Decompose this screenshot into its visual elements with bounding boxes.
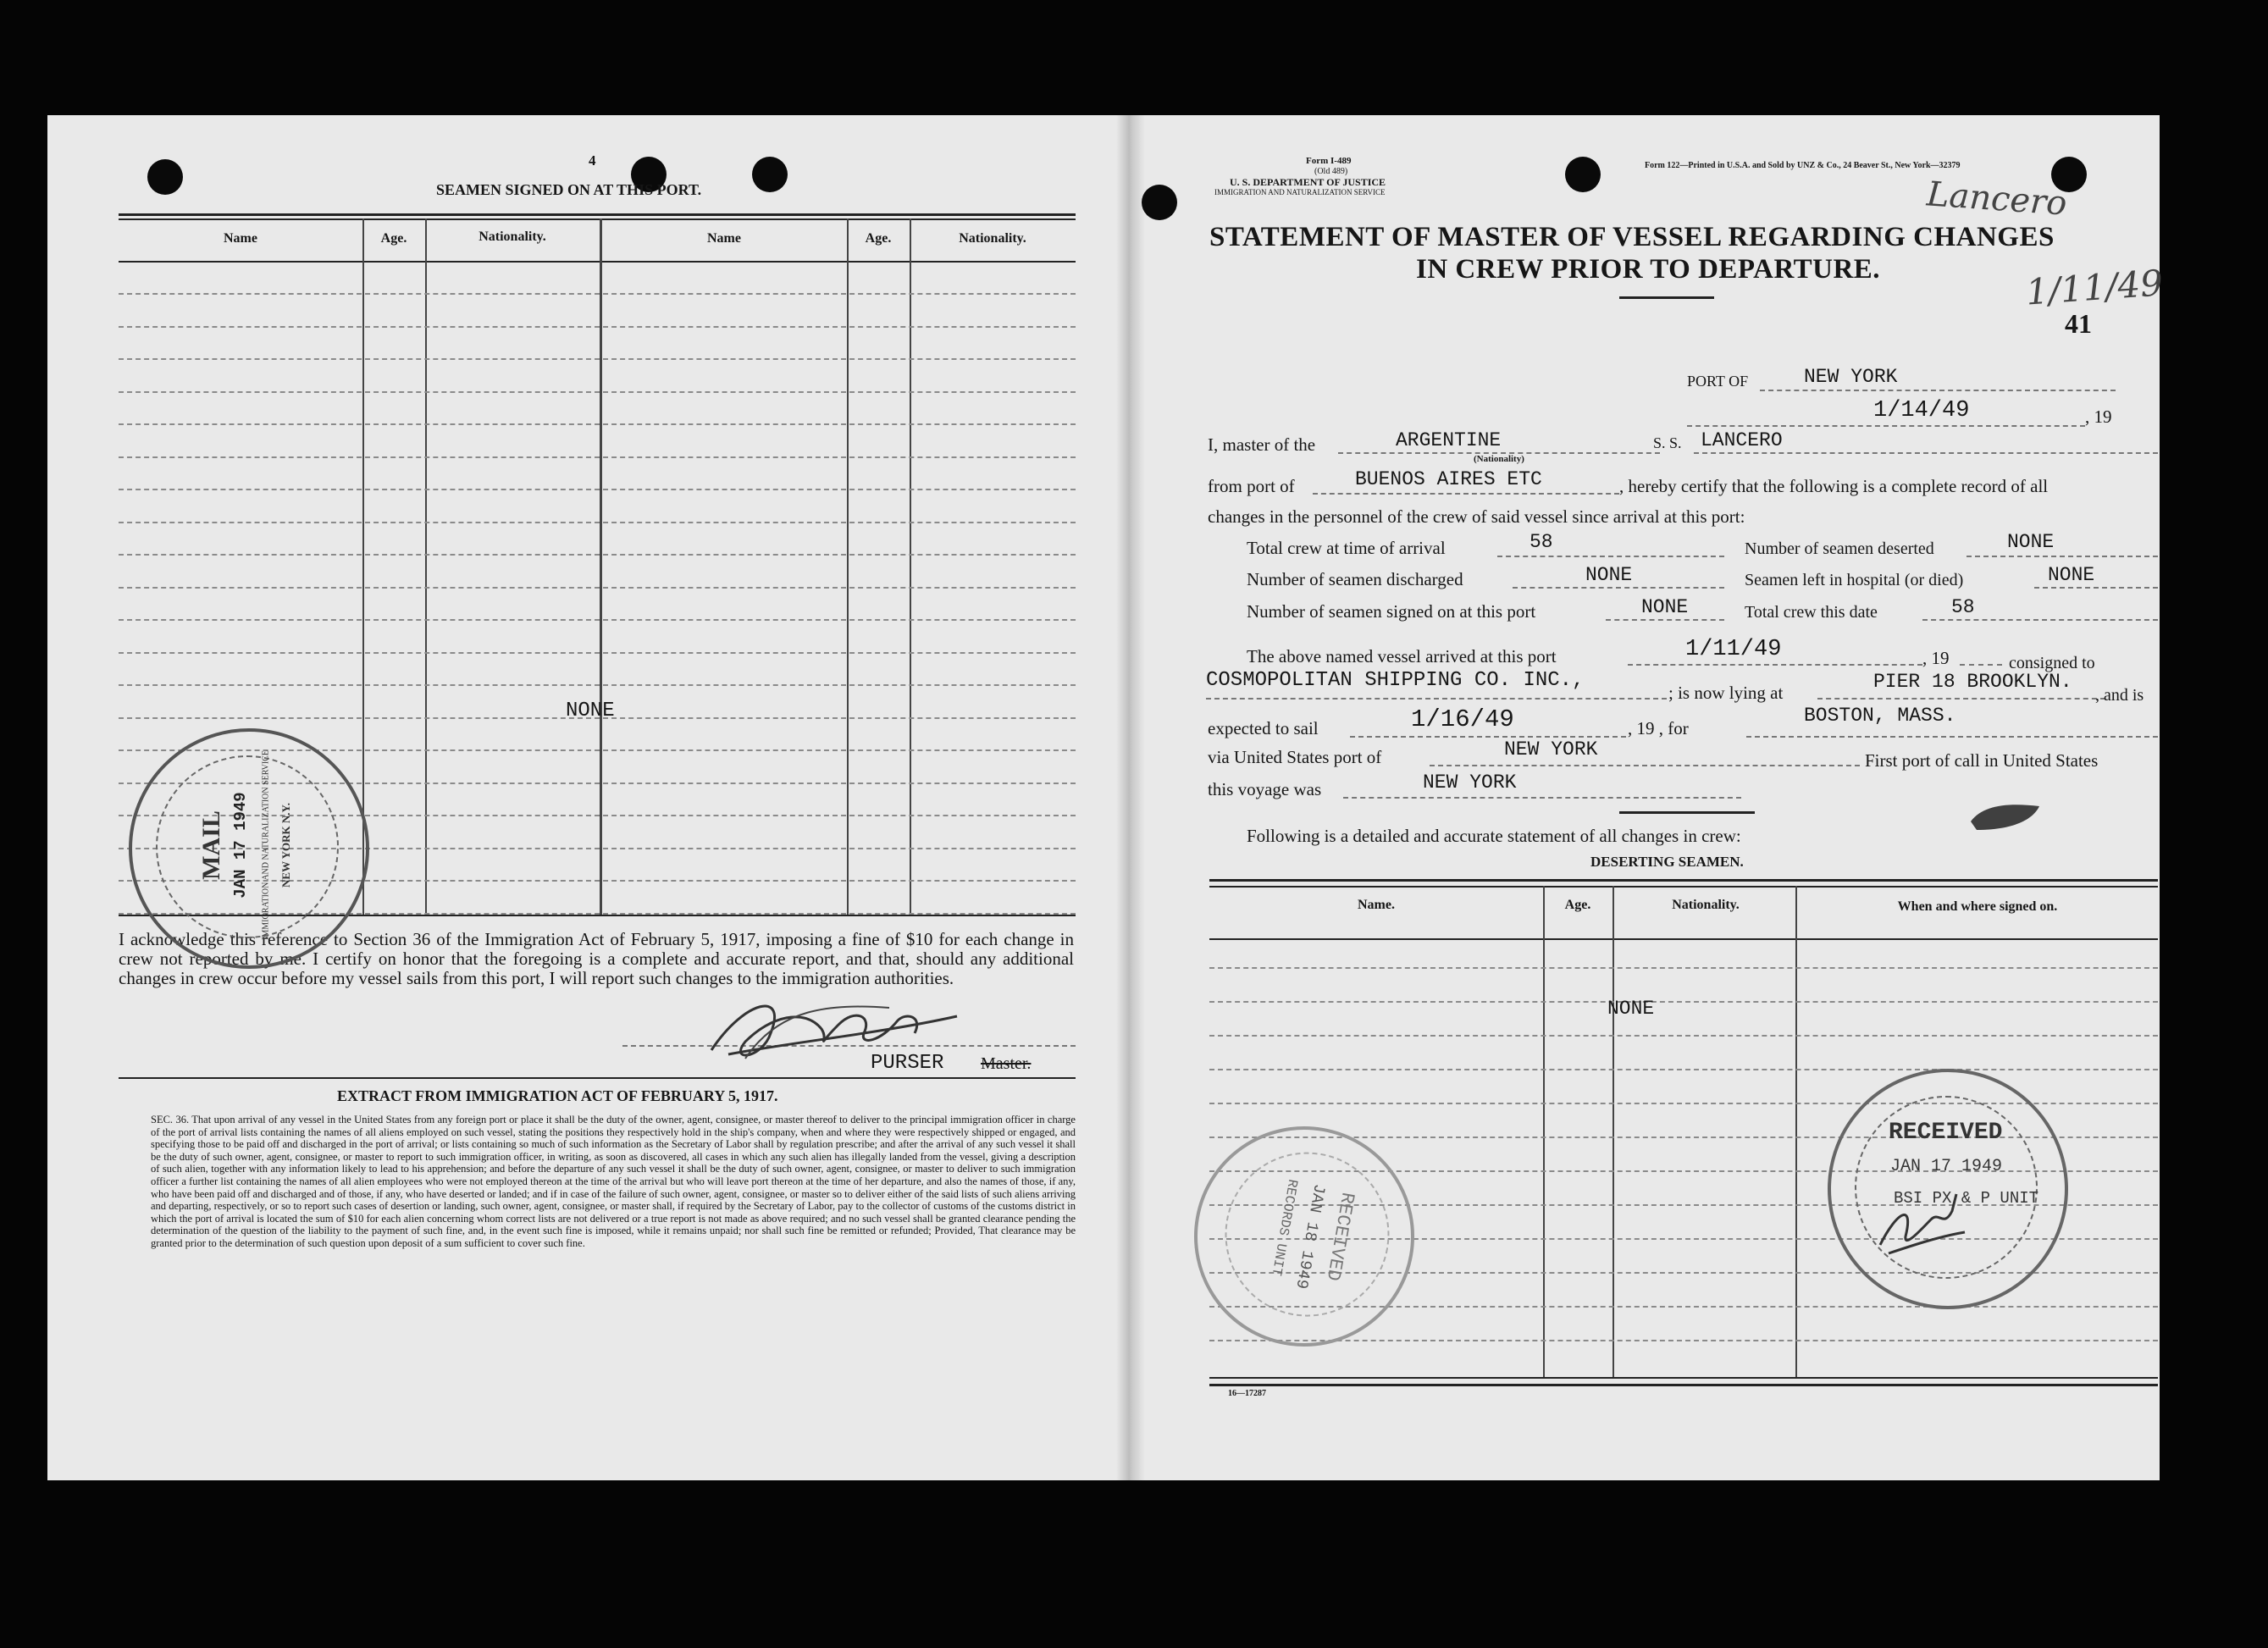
field-line (1343, 797, 1741, 799)
for-value: BOSTON, MASS. (1804, 705, 1956, 727)
table-header-rule (119, 261, 1076, 263)
stamp-line: RECEIVED (1889, 1120, 2003, 1146)
page-fold (1116, 115, 1145, 1480)
sheet-number: 41 (2065, 308, 2092, 339)
column-header-nationality: Nationality. (478, 230, 546, 244)
form-footer: 16—17287 (1228, 1389, 1266, 1398)
table-top-rule (1209, 886, 2158, 888)
table-header-rule (1209, 938, 2158, 940)
column-divider (1795, 886, 1797, 1379)
consignee-value: COSMOPOLITAN SHIPPING CO. INC., (1206, 669, 1585, 692)
column-header-age: Age. (1564, 898, 1591, 912)
field-line (1206, 698, 1667, 700)
total-crew-date-label: Total crew this date (1745, 603, 1878, 622)
table-row-line (119, 587, 1076, 589)
section-title: SEAMEN SIGNED ON AT THIS PORT. (436, 181, 702, 198)
voyage-value: NEW YORK (1423, 771, 1517, 794)
punch-hole (1142, 185, 1177, 220)
section-rule (1619, 811, 1755, 814)
column-divider (1612, 886, 1614, 1379)
column-header-age: Age. (380, 231, 407, 246)
column-divider (425, 218, 427, 916)
column-divider (847, 218, 849, 916)
stamp-initials (1872, 1186, 1973, 1262)
stamp-date: JAN 17 1949 (231, 792, 250, 899)
handwritten-vessel-name: Lancero (1925, 174, 2068, 224)
field-line (1817, 698, 2105, 700)
table-row-line (119, 326, 1076, 328)
table-bottom-rule (1209, 1377, 2158, 1379)
form-title-line-2: IN CREW PRIOR TO DEPARTURE. (1416, 254, 1881, 285)
sail-value: 1/16/49 (1411, 705, 1514, 733)
column-header-name: Name. (1358, 898, 1395, 912)
form-id: Form I-489 (1306, 156, 1352, 166)
field-line (1430, 765, 1860, 766)
first-call-label: First port of call in United States (1865, 750, 2099, 771)
date-line (1687, 425, 2085, 427)
field-line (1497, 556, 1724, 557)
column-header-nationality: Nationality. (1672, 898, 1740, 912)
field-line (1967, 556, 2158, 557)
table-top-rule (1209, 879, 2158, 882)
year-suffix: , 19 (2085, 406, 2112, 427)
table-row-line (119, 684, 1076, 686)
master-label: I, master of the (1208, 434, 1316, 455)
column-divider (1543, 886, 1545, 1379)
stamp-line: RECORDS UNIT (1268, 1178, 1301, 1277)
from-port-label: from port of (1208, 476, 1295, 496)
total-crew-arrival-value: 58 (1530, 531, 1553, 553)
table-row-line (119, 391, 1076, 393)
hospital-value: NONE (2048, 564, 2095, 586)
arrived-value: 1/11/49 (1685, 637, 1782, 662)
table-row-line (119, 293, 1076, 295)
records-stamp (1176, 1109, 1431, 1363)
form-title-line-1: STATEMENT OF MASTER OF VESSEL REGARDING CHANGES (1209, 222, 2055, 252)
table-row-line (119, 619, 1076, 621)
field-line (1513, 587, 1724, 589)
acknowledgement-text: I acknowledge this reference to Section 36 of the Immigration Act of February 5, 1917, imposing a fine of $10 for each change in crew not reported by me. I certify on honor that the foregoing is a complete and accurate report, and that, should any additional changes in crew occur before my vessel sails from this port, I will report such changes to the immigration authorities. (119, 929, 1074, 988)
struck-title: Master. (981, 1054, 1032, 1073)
field-line (1350, 736, 1626, 738)
field-line (1606, 619, 1724, 621)
divider-rule (119, 1077, 1076, 1079)
field-line (2034, 587, 2158, 589)
table-row-line (119, 652, 1076, 654)
stamp-date: JAN 18 1949 (1292, 1182, 1329, 1291)
arrived-label: The above named vessel arrived at this port (1247, 646, 1557, 666)
stamp-line: RECEIVED (1321, 1190, 1358, 1283)
stamp-line: IMMIGRATION AND NATURALIZATION SERVICE (261, 750, 271, 940)
punch-hole (147, 159, 183, 195)
from-port-value: BUENOS AIRES ETC (1355, 468, 1542, 490)
department: U. S. DEPARTMENT OF JUSTICE (1230, 176, 1386, 188)
lying-value: PIER 18 BROOKLYN. (1873, 671, 2072, 693)
discharged-label: Number of seamen discharged (1247, 569, 1463, 589)
total-crew-arrival-label: Total crew at time of arrival (1247, 538, 1446, 558)
column-header-name: Name (224, 231, 257, 246)
lying-label: ; is now lying at (1668, 683, 1784, 703)
column-header-when-where: When and where signed on. (1897, 899, 2058, 914)
title-underline (1619, 296, 1714, 299)
table-top-rule (119, 218, 1076, 220)
column-header-age: Age. (865, 231, 892, 246)
field-line (1628, 664, 1922, 666)
table-row-line (1209, 1001, 2158, 1003)
deserted-label: Number of seamen deserted (1745, 539, 1934, 558)
ss-label: S. S. (1653, 434, 1682, 451)
following-text: Following is a detailed and accurate statement of all changes in crew: (1247, 826, 1741, 846)
signed-on-value: NONE (1641, 596, 1689, 618)
deserting-title: DESERTING SEAMEN. (1590, 854, 1744, 870)
port-label: PORT OF (1687, 373, 1749, 390)
table-row-line (119, 522, 1076, 523)
total-crew-date-value: 58 (1951, 596, 1975, 618)
from-port-line (1313, 493, 1619, 495)
page-number: 4 (589, 152, 596, 169)
handwritten-date: 1/11/49 (2024, 262, 2165, 313)
stamp-line: NEW YORK N.Y. (279, 803, 292, 888)
field-line (1922, 619, 2158, 621)
document-sheet (47, 115, 2160, 1480)
stamp-date: JAN 17 1949 (1890, 1157, 2003, 1176)
vessel-value: LANCERO (1701, 429, 1783, 451)
nationality-caption: (Nationality) (1474, 454, 1524, 464)
column-header-name: Name (707, 231, 741, 246)
stamp-line: MAIL (197, 810, 225, 880)
table-top-rule (119, 213, 1076, 216)
punch-hole (1565, 157, 1601, 192)
field-line (1960, 664, 2002, 666)
mail-stamp-text (129, 728, 362, 962)
signed-on-label: Number of seamen signed on at this port (1247, 601, 1536, 622)
column-divider (600, 218, 602, 916)
table-row-line (119, 456, 1076, 458)
vessel-line (1694, 452, 2158, 454)
consigned-label: consigned to (2009, 654, 2095, 672)
table-row-line (119, 358, 1076, 360)
extract-text: SEC. 36. That upon arrival of any vessel in the United States from any foreign port or place it shall be the duty of the owner, agent, consignee, or master thereof to deliver to the principal immigration officer in charge of the port of arrival lists containing the names of all aliens employed on such vessel, stating the positions they respectively hold in the ship's company, when and where they were respectively shipped or engaged, and specifying those to be paid off and discharged in the port of arrival; or lists containing so much of such information as the Secretary of Labor shall by regulation prescribe; and after the arrival of any such vessel it shall be the duty of such owner, agent, consignee, or master to report to such immigration officer, in writing, as soon as discovered, all cases in which any such alien has illegally landed from the vessel, giving a description of such alien, together with any information likely to lead to his apprehension; and before the departure of any such vessel it shall be the duty of such owner, agent, consignee, or master to deliver to such immigration officer a further list containing the names of all alien employees who were not employed thereon at the time of the arrival but who will leave port thereon at the time of her departure, and also the names of those, if any, who have been paid off and discharged and of those, if any, who have deserted or landed; and if in case of the failure of such owner, agent, consignee, or master so to deliver either of the said lists of such aliens arriving and departing, respectively, or so to report such cases of desertion or landing, such owner, agent, consignee, or master shall, if required by the Secretary of Labor, pay to the collector of customs of the customs district in which the port of arrival is located the sum of $10 for each alien concerning whom correct lists are not delivered or a true report is not made as above required; and no such vessel shall be granted clearance pending the determination of the question of the liability to the payment of such fine, and, in the event such fine is imposed, while it remains unpaid; nor shall such fine be remitted or refunded; Provided, That clearance may be granted prior to the determination of such question upon deposit of a sum sufficient to cover such fine. (151, 1114, 1076, 1249)
table-row-line (1209, 1035, 2158, 1037)
punch-hole (752, 157, 788, 192)
ink-smudge (1967, 796, 2044, 837)
column-divider (910, 218, 911, 916)
year-suffix: , 19 (1922, 648, 1950, 668)
table-row-line (119, 554, 1076, 556)
via-label: via United States port of (1208, 747, 1382, 767)
date-value: 1/14/49 (1873, 398, 1970, 423)
table-row-line (1209, 967, 2158, 969)
table-entry: NONE (566, 700, 615, 722)
nationality-value: ARGENTINE (1396, 429, 1502, 451)
deserted-value: NONE (2007, 531, 2055, 553)
and-is-label: , and is (2095, 686, 2144, 705)
form-old: (Old 489) (1314, 167, 1348, 176)
via-value: NEW YORK (1504, 738, 1598, 760)
stamp-line: BSI PX & P UNIT (1894, 1189, 2039, 1208)
table-entry: NONE (1607, 998, 1655, 1020)
table-bottom-rule (1209, 1384, 2158, 1386)
port-line (1760, 390, 2116, 391)
table-row-line (119, 423, 1076, 425)
extract-title: EXTRACT FROM IMMIGRATION ACT OF FEBRUARY 5, 1917. (337, 1087, 778, 1104)
signature-title: PURSER (871, 1052, 944, 1075)
field-line (1746, 736, 2158, 738)
discharged-value: NONE (1585, 564, 1633, 586)
table-row-line (119, 489, 1076, 490)
service: IMMIGRATION AND NATURALIZATION SERVICE (1214, 188, 1386, 196)
printer-note: Form 122—Printed in U.S.A. and Sold by UNZ & Co., 24 Beaver St., New York—32379 (1645, 161, 1961, 170)
certify-text: , hereby certify that the following is a complete record of all (1619, 476, 2049, 496)
for-label: , 19 , for (1628, 718, 1689, 738)
changes-text: changes in the personnel of the crew of said vessel since arrival at this port: (1208, 506, 1745, 527)
hospital-label: Seamen left in hospital (or died) (1745, 571, 1964, 589)
voyage-label: this voyage was (1208, 779, 1322, 799)
sail-label: expected to sail (1208, 718, 1319, 738)
port-value: NEW YORK (1804, 366, 1898, 388)
table-row-line (1209, 1069, 2158, 1070)
column-header-nationality: Nationality. (959, 231, 1026, 246)
